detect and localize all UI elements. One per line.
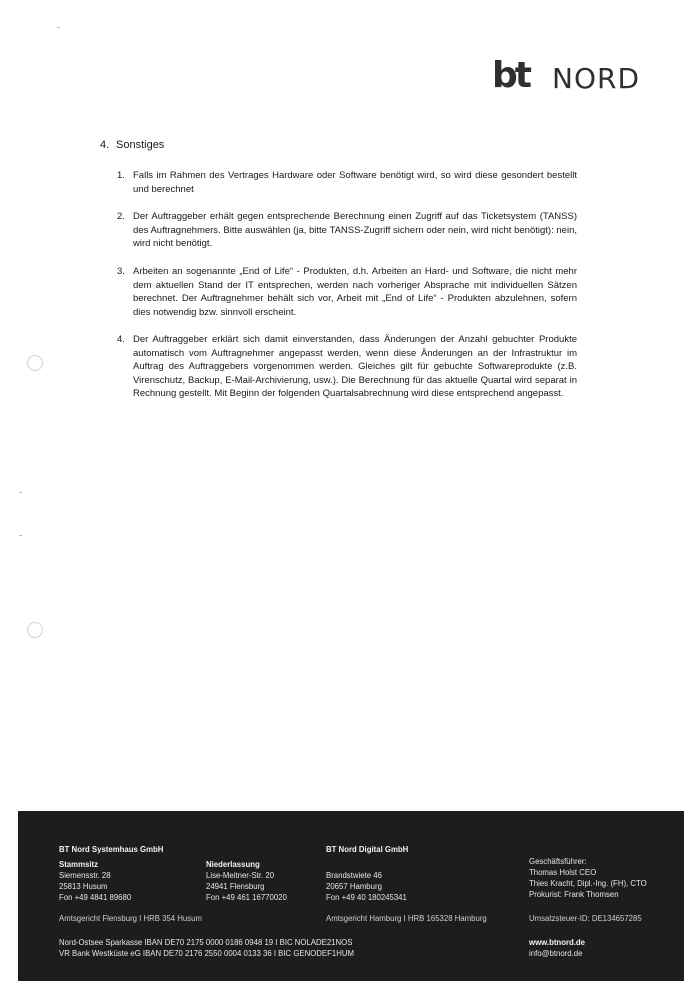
management-prokurist: Prokurist: Frank Thomsen <box>529 890 619 899</box>
scan-speck <box>19 492 22 493</box>
stammsitz-phone: Fon +49 4841 89680 <box>59 893 132 902</box>
company-name-systemhaus: BT Nord Systemhaus GmbH <box>59 845 164 854</box>
stammsitz-label: Stammsitz <box>59 860 98 869</box>
list-item <box>117 265 577 319</box>
website-link[interactable]: www.btnord.de <box>529 938 586 947</box>
scan-speck <box>57 27 60 28</box>
item-text: Der Auftraggeber erhält gegen entsprechende Berechnung einen Zugriff auf das Ticketsystem (TANSS) des Auftragnehmers. Bitte auswählen (ja, bitte TANSS-Zugriff sichern oder nein, wird nicht benötigt): nein, wird nicht benötigt. <box>133 211 577 249</box>
list-item <box>117 169 577 196</box>
item-text: Arbeiten an sogenannte „End of Life“ - Produkten, d.h. Arbeiten an Hard- und Software, die nicht mehr dem aktuellen Stand der IT entsprechen, werden nach vorheriger Absprache mit individuellen Sätzen berechnet. Der Auftragnehmer behält sich vor, Arbeit mit „End of Life“ - Produkten abzulehnen, sofern dies notwendig bzw. sinnvoll erscheint. <box>133 266 577 318</box>
punch-hole-top <box>27 355 43 371</box>
management-label: Geschäftsführer: <box>529 857 587 866</box>
management-person-1: Thomas Holst CEO <box>529 868 597 877</box>
niederlassung-phone: Fon +49 461 16770020 <box>206 893 287 902</box>
register-digital: Amtsgericht Hamburg I HRB 165328 Hamburg <box>326 914 487 923</box>
section-title: Sonstiges <box>116 139 165 151</box>
bank-account-1: Nord-Ostsee Sparkasse IBAN DE70 2175 0000 0186 0948 19 I BIC NOLADE21NOS <box>59 938 353 947</box>
item-number: 2. <box>117 211 125 222</box>
vat-id: Umsatzsteuer-ID: DE134657285 <box>529 914 642 923</box>
section-heading <box>100 139 164 151</box>
logo-brand: bt <box>492 55 529 96</box>
list-item <box>117 333 577 401</box>
management-person-2: Thies Kracht, Dipl.-Ing. (FH), CTO <box>529 879 647 888</box>
item-number: 3. <box>117 266 125 277</box>
digital-phone: Fon +49 40 180245341 <box>326 893 407 902</box>
digital-street: Brandstwiete 46 <box>326 871 382 880</box>
item-text: Falls im Rahmen des Vertrages Hardware oder Software benötigt wird, so wird diese gesondert bestellt und berechnet <box>133 170 577 195</box>
niederlassung-label: Niederlassung <box>206 860 260 869</box>
register-systemhaus: Amtsgericht Flensburg I HRB 354 Husum <box>59 914 202 923</box>
item-number: 4. <box>117 334 125 345</box>
niederlassung-city: 24941 Flensburg <box>206 882 265 891</box>
logo-name: NORD <box>552 62 640 95</box>
footer <box>18 811 684 981</box>
stammsitz-street: Siemensstr. 28 <box>59 871 111 880</box>
email-link[interactable]: info@btnord.de <box>529 949 583 958</box>
punch-hole-bottom <box>27 622 43 638</box>
list-item <box>117 210 577 251</box>
item-number: 1. <box>117 170 125 181</box>
niederlassung-street: Lise-Meitner-Str. 20 <box>206 871 275 880</box>
scan-speck <box>19 535 22 536</box>
section-number: 4. <box>100 139 110 151</box>
bank-account-2: VR Bank Westküste eG IBAN DE70 2176 2550 0004 0133 36 I BIC GENODEF1HUM <box>59 949 354 958</box>
digital-city: 20657 Hamburg <box>326 882 382 891</box>
stammsitz-city: 25813 Husum <box>59 882 108 891</box>
item-text: Der Auftraggeber erklärt sich damit einverstanden, dass Änderungen der Anzahl gebuchter Produkte automatisch vom Auftragnehmer angepasst werden, wenn diese Änderungen an der Infrastruktur im Auftrag des Auftraggebers vorgenommen werden. Gleiches gilt für gebuchte Softwareprodukte (z.B. Virenschutz, Backup, E-Mail-Archivierung, usw.). Die Berechnung für das aktuelle Quartal wird separat in Rechnung gestellt. Mit Beginn der folgenden Quartalsabrechnung wird diese entsprechend angepasst. <box>133 334 577 399</box>
company-name-digital: BT Nord Digital GmbH <box>326 845 409 854</box>
